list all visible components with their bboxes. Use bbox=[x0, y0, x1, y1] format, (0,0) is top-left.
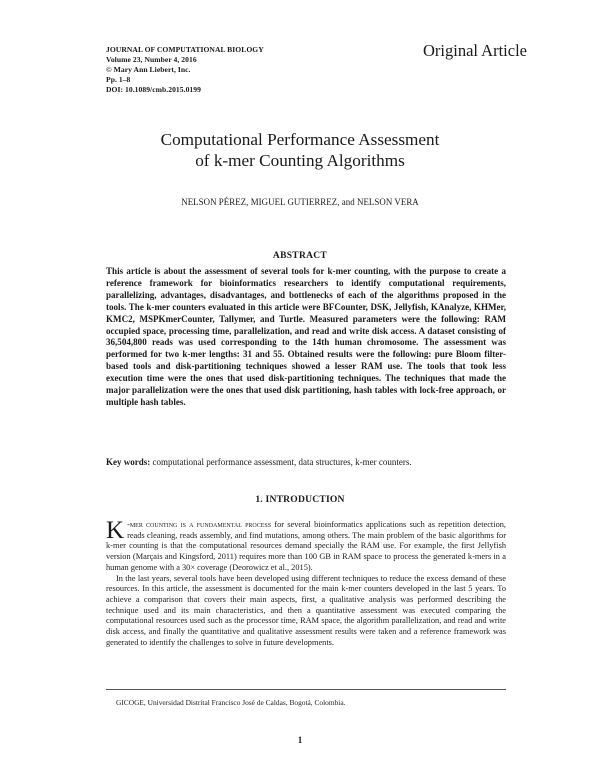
keywords-text: computational performance assessment, data structures, k-mer counters. bbox=[152, 457, 412, 467]
paper-title bbox=[0, 129, 600, 171]
journal-info bbox=[106, 45, 264, 95]
abstract-text: This article is about the assessment of several tools for k-mer counting, with the purpose to create a reference framework for bioinformatics researchers to identify computational requirements, parallelizing, advantages, disadvantages, and bottlenecks of each of the algorithms proposed in the tools. The k-mer counters evaluated in this article were BFCounter, DSK, Jellyfish, KAnalyze, KHMer, KMC2, MSPKmerCounter, Tallymer, and Turtle. Measured parameters were the following: RAM occupied space, processing time, parallelization, and read and write disk access. A dataset consisting of 36,504,800 reads was used corresponding to the 14th human chromosome. The assessment was performed for two k-mer lengths: 31 and 55. Obtained results were the following: pure Bloom filter-based tools and disk-partitioning techniques showed a lesser RAM use. The tools that took less execution time were the ones that used disk-partitioning techniques. The techniques that made the major parallelization were the ones that used disk partitioning, hash tables with lock-free approach, or multiple hash tables. bbox=[106, 266, 506, 407]
article-type-label: Original Article bbox=[422, 41, 527, 60]
author-list: NELSON PÉREZ, MIGUEL GUTIERREZ, and NELSON VERA bbox=[181, 197, 419, 207]
journal-doi: DOI: 10.1089/cmb.2015.0199 bbox=[106, 85, 201, 94]
keywords-label: Key words: bbox=[106, 457, 151, 467]
drop-cap: K bbox=[106, 517, 125, 544]
page-number: 1 bbox=[297, 735, 303, 745]
affiliation-footnote: GICOGE, Universidad Distrital Francisco José de Caldas, Bogotá, Colombia. bbox=[116, 698, 346, 707]
keywords bbox=[106, 456, 506, 468]
journal-name: JOURNAL OF COMPUTATIONAL BIOLOGY bbox=[106, 45, 264, 54]
introduction-body bbox=[106, 517, 506, 648]
abstract-heading: ABSTRACT bbox=[272, 251, 328, 261]
section-heading-introduction: 1. INTRODUCTION bbox=[255, 494, 345, 505]
intro-paragraph-1-text: for several bioinformatics applications such as repetition detection, reads cleaning, reads assembly, and find mutations, among others. The main problem of the basic algorithms for k-mer counting is that the computational resources demand specially the RAM use. For example, the first Jellyfish version (Marçais and Kingsford, 2011) requires more than 100 GB in RAM space to process the generated k-mers in a human genome with a 30× coverage (Deorowicz et al., 2015). bbox=[106, 520, 506, 572]
journal-copyright: © Mary Ann Liebert, Inc. bbox=[106, 65, 191, 74]
intro-paragraph-1 bbox=[106, 517, 506, 574]
title-line-2: of k-mer Counting Algorithms bbox=[195, 151, 405, 170]
title-line-1: Computational Performance Assessment bbox=[160, 130, 440, 149]
footnote-divider bbox=[106, 689, 506, 690]
journal-volume: Volume 23, Number 4, 2016 bbox=[106, 55, 197, 64]
intro-paragraph-2: In the last years, several tools have been developed using different techniques to reduce the excess demand of these resources. In this article, the assessment is documented for the main k-mer counters developed in the last 5 years. To achieve a comparison that covers their main aspects, first, a qualitative analysis was performed describing the technique used and its main characteristics, and then a quantitative assessment was executed comparing the computational resources used such as the processor time, RAM space, the algorithm parallelization, and read and write disk access, and finally the quantitative and qualitative assessment results were taken and a reference framework was generated to identify the challenges to solve in future developments. bbox=[106, 573, 506, 647]
intro-smallcaps-lead: -mer counting is a fundamental process bbox=[127, 520, 272, 529]
journal-pages: Pp. 1–8 bbox=[106, 75, 131, 84]
